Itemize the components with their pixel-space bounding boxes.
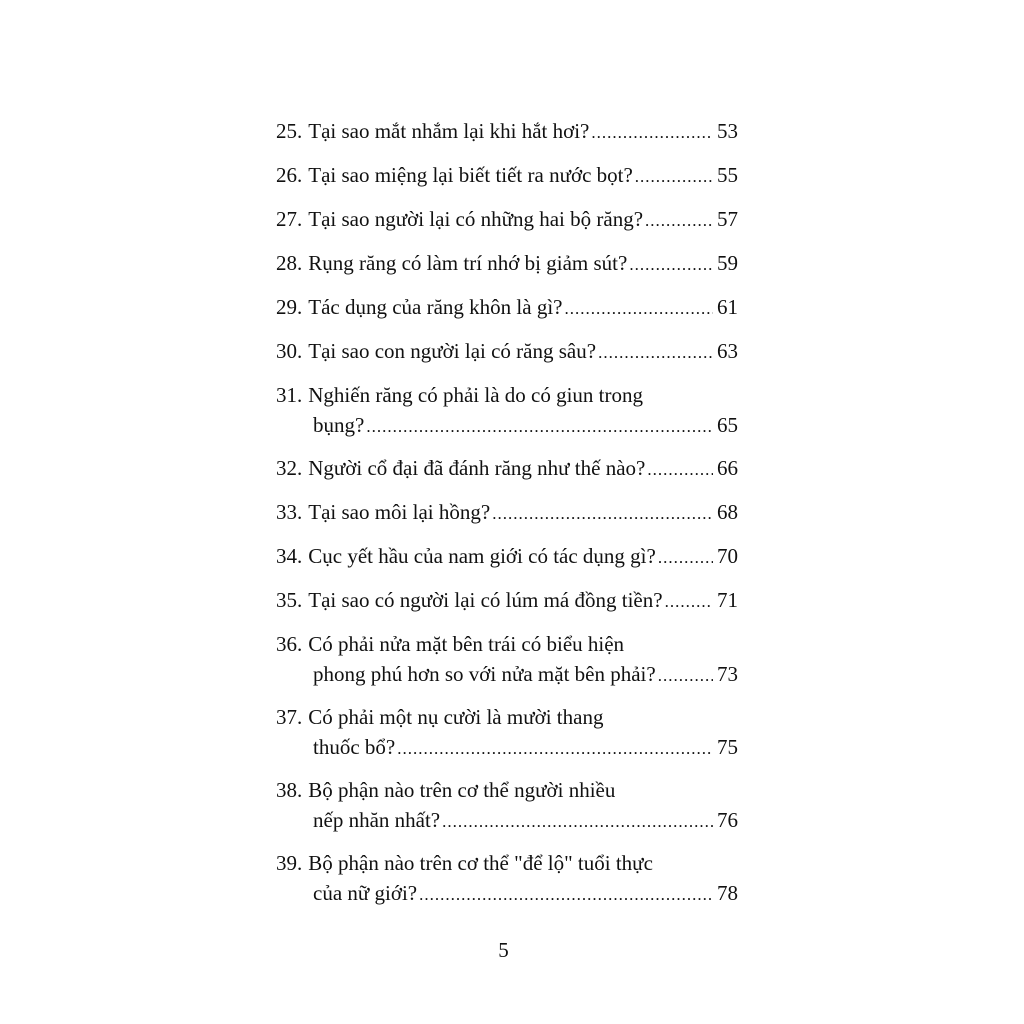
entry-number: 34. [276,544,303,568]
table-of-contents [276,116,738,921]
entry-number: 32. [276,456,303,480]
entry-page: 61 [717,295,738,319]
dot-leader [397,734,713,764]
toc-entry-37 [276,702,738,775]
dot-leader [647,455,713,485]
entry-title: Nghiến răng có phải là do có giun trong [308,383,643,407]
entry-page: 66 [717,456,738,480]
entry-title: Có phải nửa mặt bên trái có biểu hiện [308,632,625,656]
entry-number: 39. [276,851,303,875]
entry-title: Tác dụng của răng khôn là gì? [308,295,563,319]
toc-entry-27 [276,204,738,248]
toc-entry-38 [276,775,738,848]
entry-page: 55 [717,163,738,187]
entry-number: 30. [276,339,303,363]
entry-number: 37. [276,705,303,729]
toc-entry-34 [276,541,738,585]
entry-title: Tại sao người lại có những hai bộ răng? [308,207,644,231]
toc-entry-28 [276,248,738,292]
toc-entry-39 [276,848,738,921]
entry-number: 29. [276,295,303,319]
dot-leader [591,118,713,148]
entry-title-continuation: bụng? [313,413,365,437]
dot-leader [645,206,713,236]
entry-title: Có phải một nụ cười là mười thang [308,705,604,729]
dot-leader [635,162,713,192]
entry-number: 36. [276,632,303,656]
entry-page: 71 [717,588,738,612]
entry-page: 70 [717,544,738,568]
entry-title: Tại sao có người lại có lúm má đồng tiền? [308,588,663,612]
entry-number: 38. [276,778,303,802]
dot-leader [492,499,713,529]
entry-title: Cục yết hầu của nam giới có tác dụng gì? [308,544,656,568]
entry-number: 33. [276,500,303,524]
dot-leader [658,661,713,691]
dot-leader [598,338,713,368]
entry-number: 35. [276,588,303,612]
toc-entry-36 [276,629,738,702]
entry-page: 78 [717,881,738,905]
entry-title-continuation: phong phú hơn so với nửa mặt bên phải? [313,662,656,686]
entry-page: 59 [717,251,738,275]
dot-leader [665,587,713,617]
dot-leader [565,294,714,324]
entry-title: Bộ phận nào trên cơ thể "để lộ" tuổi thực [308,851,653,875]
dot-leader [419,880,713,910]
entry-number: 26. [276,163,303,187]
entry-number: 27. [276,207,303,231]
dot-leader [658,543,713,573]
toc-entry-35 [276,585,738,629]
entry-title-continuation: của nữ giới? [313,881,418,905]
toc-entry-32 [276,453,738,497]
toc-entry-30 [276,336,738,380]
entry-page: 73 [717,662,738,686]
toc-entry-33 [276,497,738,541]
entry-number: 28. [276,251,303,275]
entry-title: Tại sao con người lại có răng sâu? [308,339,597,363]
entry-title: Tại sao môi lại hồng? [308,500,491,524]
entry-title: Rụng răng có làm trí nhớ bị giảm sút? [308,251,628,275]
entry-number: 25. [276,119,303,143]
entry-page: 65 [717,413,738,437]
toc-entry-31 [276,380,738,453]
dot-leader [366,412,713,442]
page-number: 5 [498,938,509,962]
entry-page: 75 [717,735,738,759]
dot-leader [442,807,713,837]
entry-title: Bộ phận nào trên cơ thể người nhiều [308,778,616,802]
toc-entry-29 [276,292,738,336]
entry-page: 76 [717,808,738,832]
entry-title-continuation: thuốc bổ? [313,735,396,759]
entry-page: 57 [717,207,738,231]
entry-page: 53 [717,119,738,143]
entry-title: Tại sao miệng lại biết tiết ra nước bọt? [308,163,633,187]
dot-leader [629,250,713,280]
entry-title-continuation: nếp nhăn nhất? [313,808,441,832]
toc-entry-26 [276,160,738,204]
entry-number: 31. [276,383,303,407]
toc-entry-25 [276,116,738,160]
entry-page: 68 [717,500,738,524]
entry-page: 63 [717,339,738,363]
entry-title: Người cổ đại đã đánh răng như thế nào? [308,456,646,480]
entry-title: Tại sao mắt nhắm lại khi hắt hơi? [308,119,590,143]
